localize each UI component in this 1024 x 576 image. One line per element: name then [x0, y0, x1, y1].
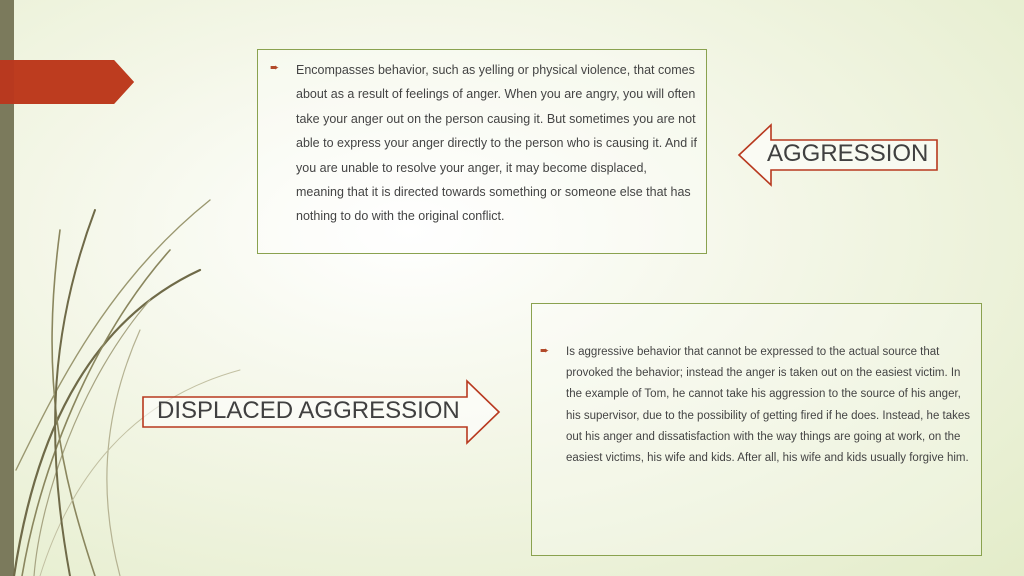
pointer-arrow-bullet-icon: ➨ — [540, 345, 550, 357]
displaced-aggression-bullet — [540, 342, 971, 469]
aggression-description: Encompasses behavior, such as yelling or physical violence, that comes about as a result of feelings of anger. When you are angry, you will often take your anger out on the person causing it. But sometimes you are not able to express your anger directly to the person who is causing it. And if you are unable to resolve your anger, it may become displaced, meaning that it is directed towards something or someone else that has nothing to do with the original conflict. — [296, 63, 697, 224]
displaced-aggression-definition-box — [531, 303, 982, 556]
displaced-aggression-label: DISPLACED AGGRESSION — [157, 397, 460, 424]
red-accent-tab — [0, 60, 140, 104]
displaced-aggression-description: Is aggressive behavior that cannot be expressed to the actual source that provoked the behavior; instead the anger is taken out on the easiest victim. In the example of Tom, he cannot take his aggression to the source of his anger, his supervisor, due to the possibility of getting fired if he does. Instead, he takes out his anger and dissatisfaction with the way things are going at work, on the easiest victims, his wife and kids. After all, his wife and kids usually forgive him. — [566, 346, 971, 465]
pointer-arrow-bullet-icon: ➨ — [270, 62, 280, 74]
aggression-label: AGGRESSION — [767, 140, 929, 167]
aggression-bullet — [270, 58, 698, 229]
aggression-definition-box — [257, 49, 707, 254]
